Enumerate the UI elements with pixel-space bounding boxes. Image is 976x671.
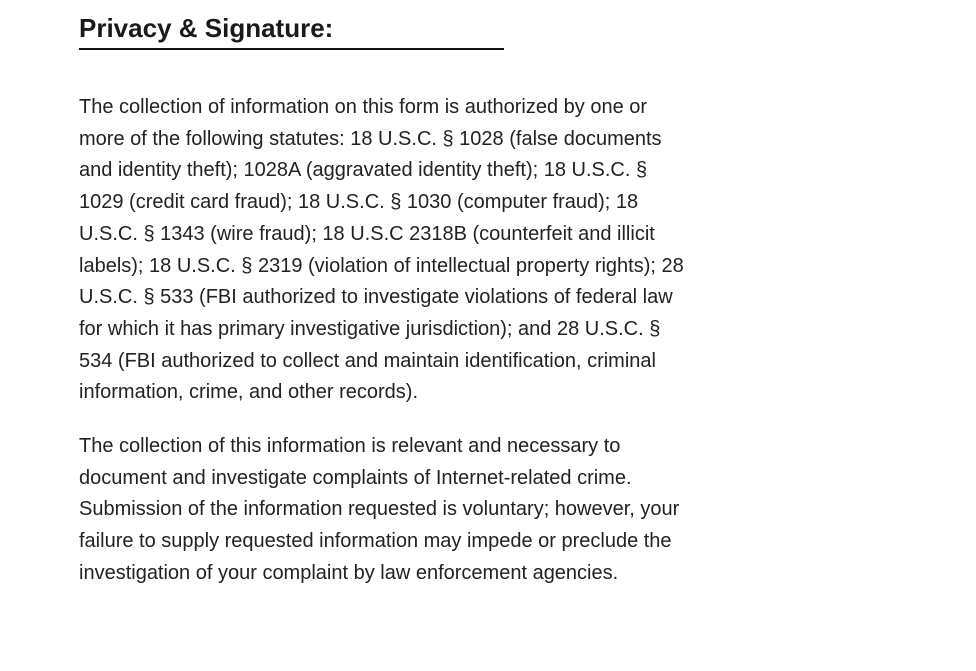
privacy-purpose-paragraph: The collection of this information is relevant and necessary to document and investigate complaints of Internet-related crime. Submission of the information requested is voluntary; however, your failure to supply requested information may impede or preclude the investigation of your complaint by law enforcement agencies. xyxy=(79,435,680,584)
section-title: Privacy & Signature: xyxy=(79,10,504,50)
privacy-statutes-paragraph: The collection of information on this form is authorized by one or more of the following statutes: 18 U.S.C. § 1028 (false documents and identity theft); 1028A (aggravated identity theft); 18 U.S.C. § 1029 (credit card fraud); 18 U.S.C. § 1030 (computer fraud); 18 U.S.C. § 1343 (wire fraud); 18 U.S.C 2318B (counterfeit and illicit labels); 18 U.S.C. § 2319 (violation of intellectual property rights); 28 U.S.C. § 533 (FBI authorized to investigate violations of federal law for which it has primary investigative jurisdiction); and 28 U.S.C. § 534 (FBI authorized to collect and maintain identification, criminal information, crime, and other records). xyxy=(79,96,684,404)
privacy-signature-section xyxy=(79,10,689,590)
